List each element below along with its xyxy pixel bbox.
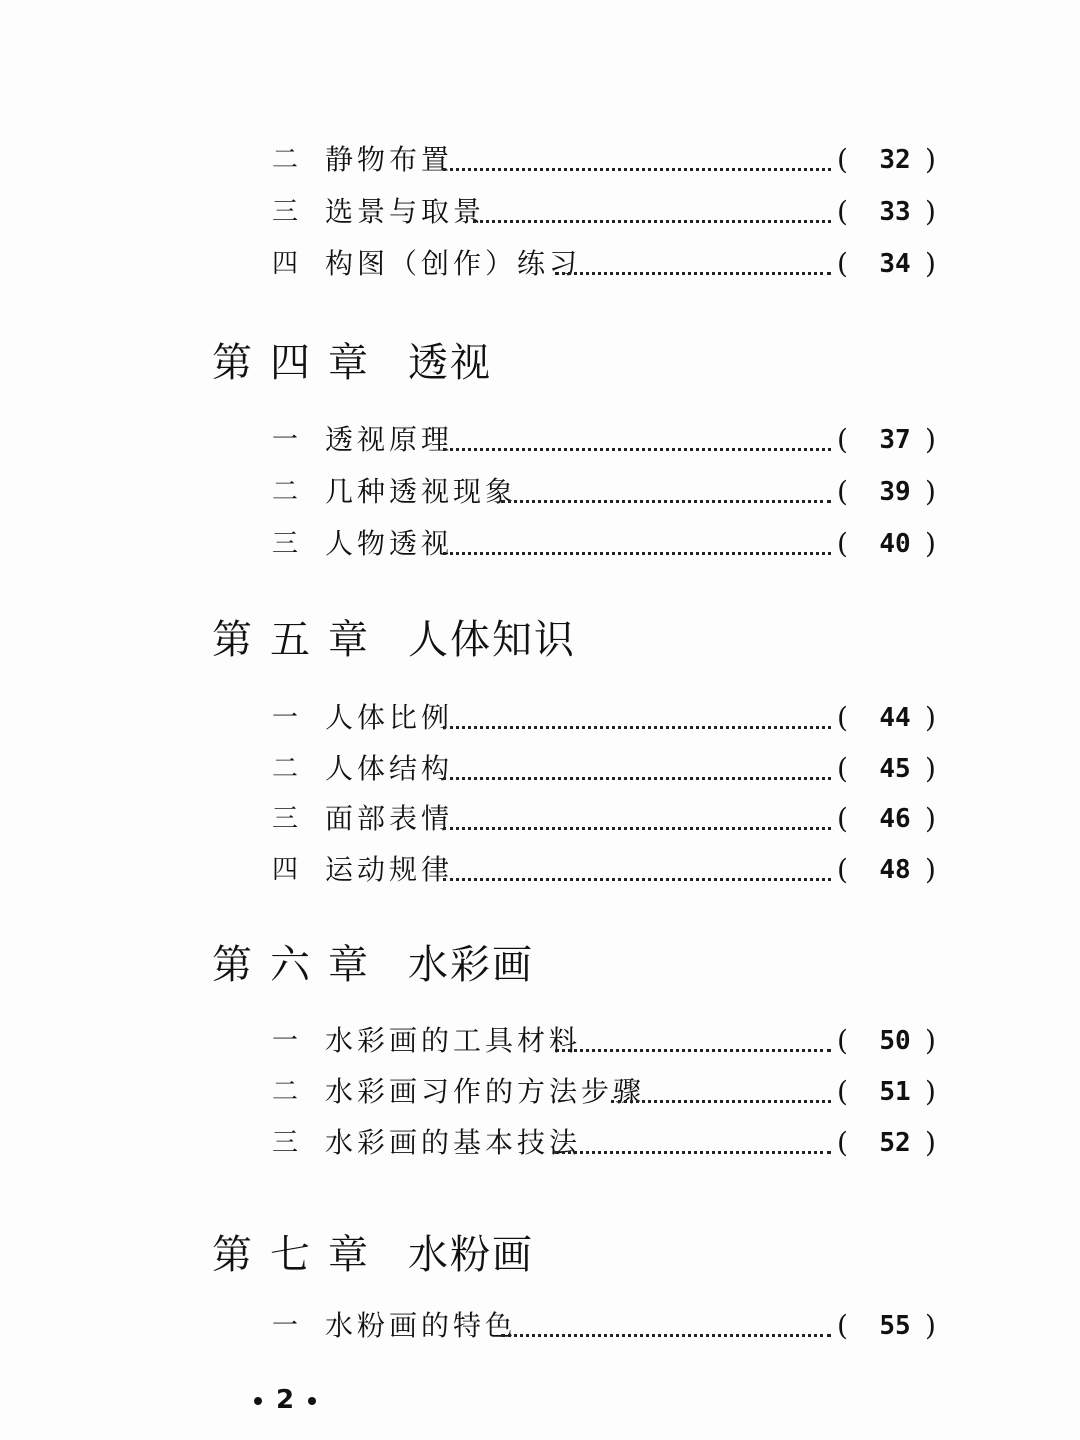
right-paren: ) <box>925 247 936 280</box>
right-paren: ) <box>925 853 936 886</box>
toc-entry <box>265 799 955 839</box>
left-paren: ( <box>837 853 848 886</box>
entry-number: 一 <box>271 703 298 733</box>
entry-number: 四 <box>271 855 298 885</box>
right-paren: ) <box>925 1309 936 1342</box>
toc-entry <box>265 850 955 890</box>
entry-title: 面部表情 <box>325 802 454 835</box>
entry-page-number: 40 <box>879 529 911 559</box>
entry-page-number: 44 <box>879 703 911 733</box>
chapter-heading <box>212 935 534 995</box>
entry-number: 四 <box>271 249 298 279</box>
right-paren: ) <box>925 195 936 228</box>
entry-page-number: 55 <box>879 1311 911 1341</box>
right-paren: ) <box>925 423 936 456</box>
entry-title: 水彩画习作的方法步骤 <box>325 1075 646 1108</box>
right-paren: ) <box>925 475 936 508</box>
entry-title: 选景与取景 <box>325 195 486 228</box>
right-paren: ) <box>925 143 936 176</box>
left-paren: ( <box>837 143 848 176</box>
entry-title: 人体比例 <box>325 701 454 734</box>
toc-entry <box>265 1123 955 1163</box>
chapter-heading <box>212 1225 534 1285</box>
bullet-icon <box>254 1397 262 1405</box>
right-paren: ) <box>925 752 936 785</box>
left-paren: ( <box>837 247 848 280</box>
entry-number: 二 <box>271 145 298 175</box>
toc-entry <box>265 524 955 564</box>
left-paren: ( <box>837 423 848 456</box>
footer-page-number: 2 <box>276 1385 295 1415</box>
right-paren: ) <box>925 1024 936 1057</box>
entry-page-number: 51 <box>879 1077 911 1107</box>
entry-page-number: 33 <box>879 197 911 227</box>
toc-entry <box>265 1021 955 1061</box>
entry-title: 静物布置 <box>325 143 454 176</box>
entry-number: 一 <box>271 1026 298 1056</box>
left-paren: ( <box>837 195 848 228</box>
entry-page-number: 37 <box>879 425 911 455</box>
entry-number: 三 <box>271 197 298 227</box>
chapter-label: 第七章 <box>212 1232 386 1278</box>
chapter-label: 第六章 <box>212 942 386 988</box>
entry-number: 一 <box>271 1311 298 1341</box>
toc-entry <box>265 420 955 460</box>
toc-entry <box>265 140 955 180</box>
left-paren: ( <box>837 527 848 560</box>
toc-entry <box>265 1306 955 1346</box>
page-footer <box>240 1380 330 1420</box>
left-paren: ( <box>837 802 848 835</box>
entry-title: 几种透视现象 <box>325 475 518 508</box>
entry-title: 透视原理 <box>325 423 454 456</box>
chapter-title: 水彩画 <box>408 942 534 988</box>
toc-entry <box>265 192 955 232</box>
entry-title: 水彩画的工具材料 <box>325 1024 582 1057</box>
toc-entry <box>265 749 955 789</box>
left-paren: ( <box>837 475 848 508</box>
entry-number: 三 <box>271 529 298 559</box>
right-paren: ) <box>925 1075 936 1108</box>
chapter-title: 水粉画 <box>408 1232 534 1278</box>
entry-number: 三 <box>271 804 298 834</box>
entry-page-number: 48 <box>879 855 911 885</box>
chapter-label: 第五章 <box>212 617 386 663</box>
left-paren: ( <box>837 1075 848 1108</box>
chapter-heading <box>212 610 576 670</box>
left-paren: ( <box>837 752 848 785</box>
entry-number: 二 <box>271 1077 298 1107</box>
chapter-label: 第四章 <box>212 340 386 386</box>
entry-title: 构图（创作）练习 <box>325 247 582 280</box>
entry-title: 水彩画的基本技法 <box>325 1126 582 1159</box>
toc-entry <box>265 244 955 284</box>
left-paren: ( <box>837 1126 848 1159</box>
entry-page-number: 45 <box>879 754 911 784</box>
entry-page-number: 46 <box>879 804 911 834</box>
entry-page-number: 52 <box>879 1128 911 1158</box>
right-paren: ) <box>925 701 936 734</box>
entry-page-number: 32 <box>879 145 911 175</box>
chapter-title: 透视 <box>408 340 492 386</box>
entry-number: 三 <box>271 1128 298 1158</box>
entry-title: 人物透视 <box>325 527 454 560</box>
entry-number: 二 <box>271 477 298 507</box>
entry-page-number: 34 <box>879 249 911 279</box>
right-paren: ) <box>925 527 936 560</box>
entry-title: 运动规律 <box>325 853 454 886</box>
left-paren: ( <box>837 701 848 734</box>
entry-page-number: 39 <box>879 477 911 507</box>
entry-title: 水粉画的特色 <box>325 1309 518 1342</box>
right-paren: ) <box>925 802 936 835</box>
chapter-heading <box>212 333 492 393</box>
toc-entry <box>265 698 955 738</box>
toc-entry <box>265 472 955 512</box>
chapter-title: 人体知识 <box>408 617 576 663</box>
toc-entry <box>265 1072 955 1112</box>
entry-number: 一 <box>271 425 298 455</box>
right-paren: ) <box>925 1126 936 1159</box>
entry-title: 人体结构 <box>325 752 454 785</box>
entry-page-number: 50 <box>879 1026 911 1056</box>
left-paren: ( <box>837 1309 848 1342</box>
left-paren: ( <box>837 1024 848 1057</box>
entry-number: 二 <box>271 754 298 784</box>
bullet-icon <box>308 1397 316 1405</box>
